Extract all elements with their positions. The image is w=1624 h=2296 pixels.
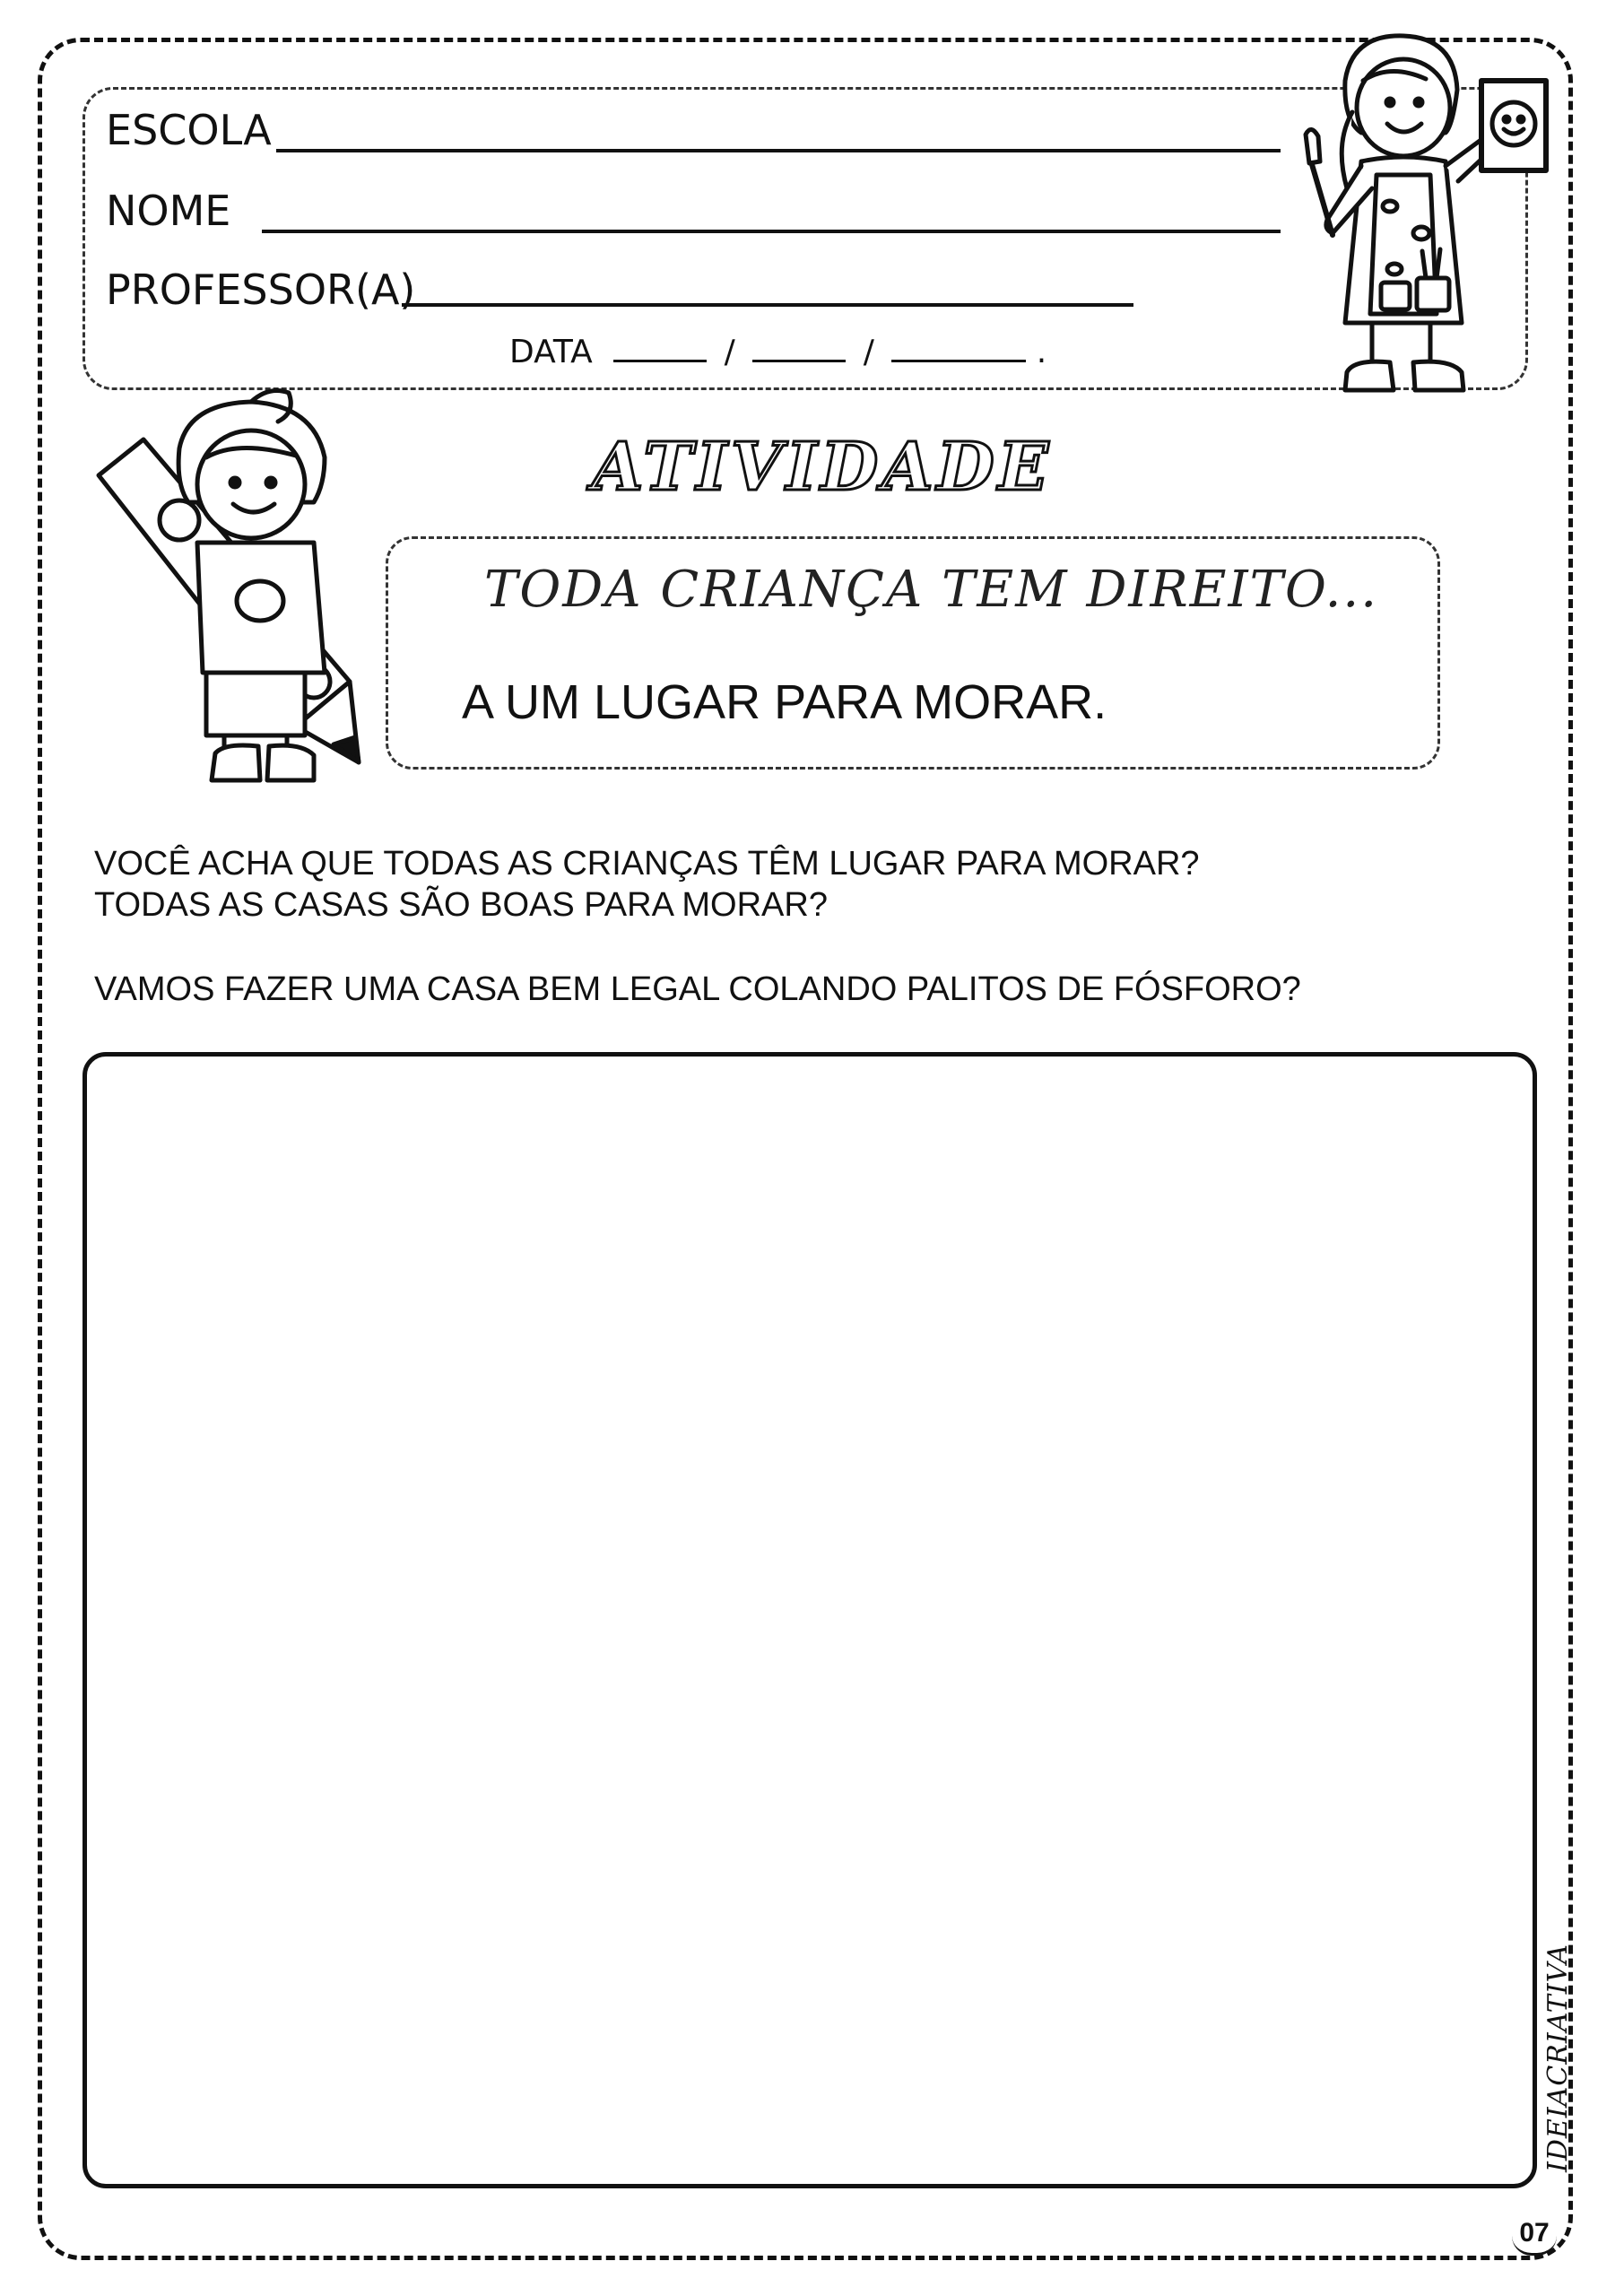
question-line-2: TODAS AS CASAS SÃO BOAS PARA MORAR?	[94, 886, 828, 924]
date-separator: /	[863, 334, 874, 370]
teacher-label: PROFESSOR(A)	[106, 265, 416, 314]
activity-title: ATIVIDADE	[592, 429, 1053, 506]
date-separator: /	[724, 334, 735, 370]
credit-watermark: IDEIACRIATIVA	[1542, 1944, 1574, 2173]
rights-title: TODA CRIANÇA TEM DIREITO...	[484, 561, 1379, 619]
teacher-field[interactable]	[402, 303, 1133, 307]
date-month-field[interactable]	[752, 335, 846, 362]
date-year-field[interactable]	[891, 335, 1026, 362]
page-number: 07	[1512, 2215, 1557, 2256]
girl-with-paintbrush-icon	[1246, 27, 1560, 404]
date-row	[509, 334, 1046, 370]
rights-item: A UM LUGAR PARA MORAR.	[462, 675, 1107, 729]
name-label: NOME	[106, 187, 231, 235]
date-day-field[interactable]	[613, 335, 707, 362]
date-end-mark: .	[1036, 334, 1047, 370]
instruction-line: VAMOS FAZER UMA CASA BEM LEGAL COLANDO PALITOS DE FÓSFORO?	[94, 970, 1301, 1008]
girl-holding-pencil-icon	[90, 386, 430, 825]
name-field[interactable]	[262, 230, 1281, 233]
activity-drawing-area[interactable]	[83, 1052, 1537, 2188]
question-line-1: VOCÊ ACHA QUE TODAS AS CRIANÇAS TÊM LUGAR PARA MORAR?	[94, 845, 1200, 883]
school-field[interactable]	[276, 149, 1281, 152]
school-label: ESCOLA	[106, 106, 272, 154]
date-label: DATA	[509, 334, 593, 370]
